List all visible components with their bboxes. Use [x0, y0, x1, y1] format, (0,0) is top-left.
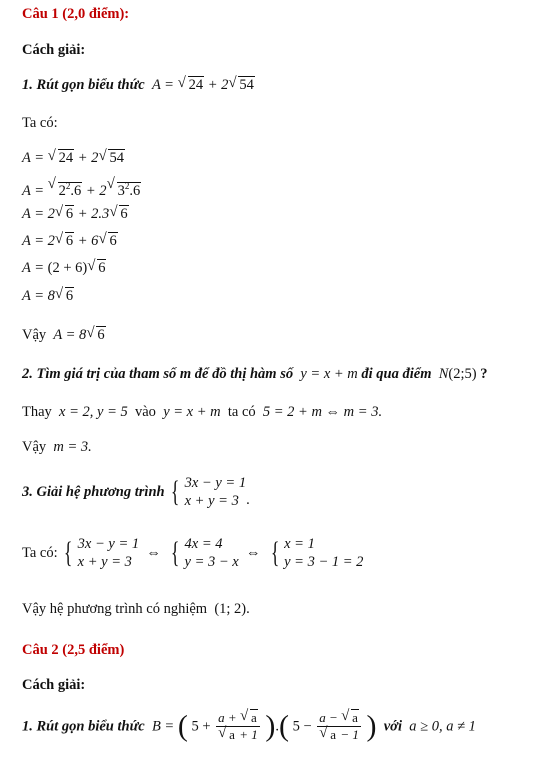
cau2-title: Câu 2 (2,5 điểm) [22, 642, 125, 658]
cau1-part2-heading: 2. Tìm giá trị của tham số m để đồ thị hàm số y = x + m đi qua điểm N(2;5) ? [22, 366, 488, 382]
part3-solution: Ta có: { 3x − y = 1 x + y = 3 ⇔ { 4x = 4 y = 3 − x ⇔ { x = 1 y = 3 − 1 = 2 [22, 536, 364, 570]
step-4: A = 2√ 6 + 6√ 6 [22, 231, 118, 251]
step-3: A = 2√ 6 + 2.3√ 6 [22, 204, 129, 224]
cau1-title: Câu 1 (2,0 điểm): [22, 6, 130, 22]
expr-a: A = √ 24 + 2√ 54 [148, 77, 255, 93]
step-1: A = √ 24 + 2√ 54 [22, 148, 125, 168]
part3-conclusion: Vậy hệ phương trình có nghiệm (1; 2). [22, 601, 250, 617]
cau1-cach-giai: Cách giải: [22, 42, 86, 58]
part1-title: 1. Rút gọn biểu thức [22, 77, 145, 93]
cau1-part3-heading: 3. Giải hệ phương trình { 3x − y = 1 x + y = 3 . [22, 475, 250, 509]
ta-co-label: Ta có: [22, 115, 58, 131]
system-of-equations: { 3x − y = 1 x + y = 3 . [171, 475, 250, 509]
cau1-part1-heading [22, 75, 255, 95]
cau2-cach-giai: Cách giải: [22, 677, 86, 693]
step-2: A = √ $2^2.6 + 2√$ $3^2.6$ [22, 176, 141, 201]
part2-substitution: Thay x = 2, y = 5 vào y = x + m ta có 5 = 2 + m ⇔ m = 3. [22, 404, 383, 420]
part2-conclusion: Vậy m = 3. [22, 439, 92, 455]
step-6: A = 8√ 6 [22, 286, 74, 306]
part1-conclusion: Vậy A = 8√ 6 [22, 325, 106, 345]
step-5: A = (2 + 6)√ 6 [22, 258, 106, 278]
cau2-part1-heading: 1. Rút gọn biểu thức B = ( 5 + a + √ a √ a + 1 ).( 5 − a − √ a √ a − 1 ) với a ≥ 0, a ≠ 1 [22, 710, 476, 754]
